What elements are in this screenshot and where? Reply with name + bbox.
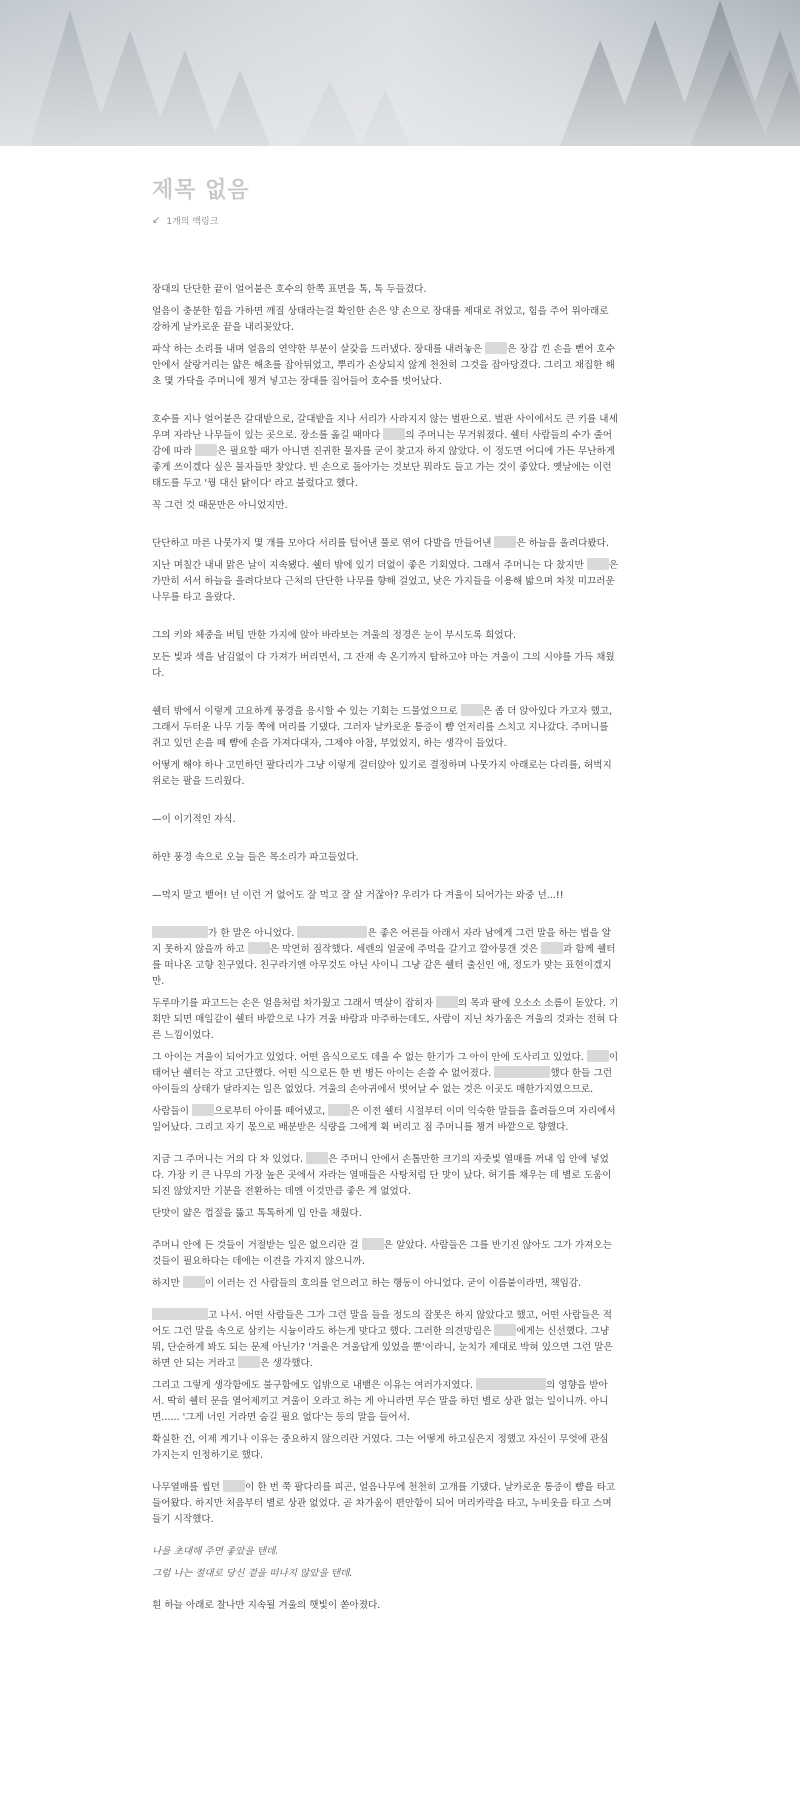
paragraph[interactable] (152, 558, 620, 606)
text: 은 이전 쉘터 시절부터 이미 익숙한 말들을 흘려들으며 자리에서 일어났다. 그리고 자기 몫으로 배분받은 식량을 그에게 휙 버리고 짐 주머니를 챙겨 바깥으로 향했다. (152, 1106, 616, 1133)
redacted-name (494, 536, 516, 548)
paragraph[interactable] (152, 628, 620, 644)
text: 의 영향을 받아서. 딱히 쉘터 문을 열어제끼고 겨울이 오라고 하는 게 아니라면 무슨 말을 하던 별로 상관 없는 일이니까. 아니면...... '그게 너인 거라면 숨길 필요 없다'는 등의 말을 들어서. (152, 1380, 609, 1423)
text: 호수를 지나 얼어붙은 갈대밭으로, 갈대밭을 지나 서리가 사라지지 않는 벌판으로. 벌판 사이에서도 큰 키를 내세우며 자라난 나무들이 있는 곳으로. 장소를 옮길 때마다 (152, 414, 618, 441)
paragraph[interactable] (152, 412, 620, 492)
redacted-name (383, 428, 405, 440)
text: 확실한 건, 이제 계기나 이유는 중요하지 않으리란 거였다. 그는 어떻게 하고싶은지 정했고 자신이 무엇에 관심 가지는지 인정하기로 했다. (152, 1434, 609, 1461)
text: 장대의 단단한 끝이 얼어붙은 호수의 한쪽 표면을 톡, 톡 두들겼다. (152, 284, 427, 295)
text: 쉘터 밖에서 이렇게 고요하게 풍경을 응시할 수 있는 기회는 드물었으므로 (152, 706, 458, 717)
text: 단단하고 마른 나뭇가지 몇 개를 모아다 서리를 털어낸 풀로 엮어 다발을 만들어낸 (152, 538, 492, 549)
paragraph[interactable] (152, 342, 620, 390)
paragraph[interactable] (152, 650, 620, 682)
paragraph[interactable] (152, 926, 620, 990)
paragraph[interactable] (152, 1480, 620, 1528)
text: 파삭 하는 소리를 내며 얼음의 연약한 부분이 살갗을 드러냈다. 장대를 내려놓은 (152, 344, 483, 355)
text: 주머니 안에 든 것들이 거절받는 일은 없으리란 걸 (152, 1240, 359, 1251)
paragraph[interactable] (152, 282, 620, 298)
paragraph[interactable] (152, 850, 620, 866)
text: 은 생각했다. (260, 1358, 313, 1369)
text: 이 태어난 쉘터는 작고 고단했다. 어떤 식으로든 한 번 병든 아이는 손쓸 수 없어졌다. (152, 1052, 619, 1079)
text: 어떻게 해야 하나 고민하던 팔다리가 그냥 이렇게 걸터앉아 있기로 결정하며 나뭇가지 아래로는 다리를, 허벅지 위로는 팔을 드리웠다. (152, 760, 612, 787)
redacted-name (192, 1104, 214, 1116)
backlinks-link[interactable] (152, 214, 652, 227)
text: 나를 초대해 주면 좋았을 텐데. (152, 1546, 279, 1557)
text: 하지만 (152, 1278, 180, 1289)
text: 단맛이 얇은 껍질을 뚫고 톡톡하게 입 안을 채웠다. (152, 1208, 362, 1219)
text: 그 아이는 겨울이 되어가고 있었다. 어떤 음식으로도 데울 수 없는 한기가 그 아이 안에 도사리고 있었다. (152, 1052, 584, 1063)
paragraph[interactable] (152, 1308, 620, 1372)
text: 이 한 번 쭉 팔다리를 피곤, 얼음나무에 천천히 고개를 기댔다. 날카로운 통증이 뺨을 타고 들어왔다. 하지만 처음부터 별로 상관 없었다. 곧 차가움이 편안함이 되어 머리카락을 타고, 누비옷을 타고 스며들기 시작했다. (152, 1482, 616, 1525)
text: 은 주머니 안에서 손톱만한 크기의 자줏빛 열매를 꺼내 입 안에 넣었다. 가장 키 큰 나무의 가장 높은 곳에서 자라는 열매들은 사탕처럼 단 맛이 났다. 허기를 채우는 데 별로 도움이 되진 않았지만 기분을 전환하는 데엔 이것만큼 좋은 게 없었다. (152, 1154, 612, 1197)
text: 은 막연히 짐작했다. 세렌의 얼굴에 주먹을 갈기고 깔아뭉갠 것은 (269, 944, 539, 955)
paragraph[interactable] (152, 1152, 620, 1200)
text: 이 이러는 건 사람들의 호의를 얻으려고 하는 행동이 아니었다. 굳이 이름붙이라면, 책임감. (204, 1278, 582, 1289)
paragraph[interactable] (152, 1544, 620, 1560)
text: 지난 며칠간 내내 맑은 날이 지속됐다. 쉘터 밖에 있기 더없이 좋은 기회였다. 그래서 주머니는 다 찼지만 (152, 560, 584, 571)
paragraph[interactable] (152, 1378, 620, 1426)
text: 은 필요할 때가 아니면 진귀한 물자를 굳이 찾고자 하지 않았다. 이 정도면 어디에 가든 무난하게 좋게 쓰이겠다 싶은 물자들만 찾았다. 빈 손으로 돌아가는 것보단 뭐라도 들고 가는 것이 좋았다. 옛날에는 이런 태도를 두고 '꿩 대신 닭이다' 라고 불렀다고 했다. (152, 446, 616, 489)
redacted-name (223, 1480, 245, 1492)
cover-image (0, 0, 800, 146)
paragraph[interactable] (152, 498, 620, 514)
redacted-name (362, 1238, 384, 1250)
redacted-name (494, 1066, 550, 1078)
redacted-name (195, 444, 217, 456)
text: 은 알았다. 사람들은 그를 반기진 않아도 그가 가져오는 것들이 필요하다는 데에는 이견을 가지지 않으니까. (152, 1240, 613, 1267)
paragraph[interactable] (152, 812, 620, 828)
text: 사람들이 (152, 1106, 190, 1117)
redacted-name (183, 1276, 205, 1288)
redacted-name (328, 1104, 350, 1116)
text: 은 하늘을 올려다봤다. (516, 538, 609, 549)
redacted-name (587, 1050, 609, 1062)
text: 고 나서. 어떤 사람들은 그가 그런 말을 들을 정도의 잘못은 하지 않았다고 했고, 어떤 사람들은 적어도 그런 말을 속으로 삼키는 시늉이라도 하는게 맞다고 했다. 그러한 의견망림은 (152, 1310, 613, 1337)
redacted-name (476, 1378, 546, 1390)
text: 에게는 신선했다. 그냥 뭐, 단순하게 봐도 되는 문제 아닌가? '겨울은 겨울답게 있었을 뿐'이라니, 눈치가 제대로 박혀 있으면 그런 말은 하면 안 되는 거라고 (152, 1326, 613, 1369)
paragraph[interactable] (152, 1050, 620, 1098)
text: 얼음이 충분한 힘을 가하면 깨질 상태라는걸 확인한 손은 양 손으로 장대를 제대로 쥐었고, 힘을 주어 위아래로 강하게 날카로운 끝을 내리꽂았다. (152, 306, 609, 333)
winter-forest-image (0, 0, 800, 146)
text: 의 주머니는 무거워졌다. 쉘터 사람들의 수가 줄어감에 따라 (152, 430, 613, 457)
redacted-name (297, 926, 367, 938)
title-area (152, 176, 652, 227)
paragraph[interactable] (152, 536, 620, 552)
text: 했다 한들 그런 아이들의 상태가 달라지는 일은 없었다. 겨울의 손아귀에서 벗어날 수 없는 것은 이곳도 매한가지였으므로. (152, 1068, 613, 1095)
redacted-name (306, 1152, 328, 1164)
redacted-name (587, 558, 609, 570)
page-content (152, 282, 620, 1620)
redacted-name (485, 342, 507, 354)
text: —이 이기적인 자식. (152, 814, 236, 825)
redacted-name (436, 996, 458, 1008)
text: 그리고 그렇게 생각함에도 불구함에도 입밖으로 내뱉은 이유는 여러가지였다. (152, 1380, 473, 1391)
paragraph[interactable] (152, 1432, 620, 1464)
redacted-name (152, 926, 208, 938)
text: 흰 하늘 아래로 찰나만 지속될 겨울의 햇빛이 쏟아졌다. (152, 1600, 381, 1611)
text: 가 한 말은 아니었다. (208, 928, 295, 939)
text: 으로부터 아이를 떼어냈고, (214, 1106, 326, 1117)
text: 지금 그 주머니는 거의 다 차 있었다. (152, 1154, 304, 1165)
backlinks-count: 1개의 백링크 (166, 217, 219, 227)
paragraph[interactable] (152, 304, 620, 336)
text: 그럼 나는 절대로 당신 곁을 떠나지 않았을 텐데. (152, 1568, 353, 1579)
text: 은 장갑 낀 손을 뻗어 호수 안에서 살랑거리는 얇은 해초를 잡아뒤었고, 뿌리가 손상되지 않게 천천히 그것을 잡아당겼다. 그리고 채집한 해초 몇 가닥을 주머니에 챙겨 넣고는 장대를 집어들어 호수를 벗어났다. (152, 344, 616, 387)
backlink-arrow-icon: ↙ (152, 215, 161, 226)
redacted-name (248, 942, 270, 954)
text: 의 목과 팔에 오소소 소름이 돋았다. 기회만 되면 매일같이 쉘터 바깥으로 나가 겨울 바람과 마주하는데도, 사람이 지닌 차가움은 겨울의 것과는 전혀 다른 느낌이었다. (152, 998, 619, 1041)
paragraph[interactable] (152, 1566, 620, 1582)
text: 과 함께 쉘터를 떠나온 고향 친구였다. 친구라기엔 아무것도 아닌 사이니 그냥 같은 쉘터 출신인 애, 정도가 맞는 표현이겠지만. (152, 944, 616, 987)
paragraph[interactable] (152, 758, 620, 790)
text: 그의 키와 체중을 버틸 만한 가지에 앉아 바라보는 겨울의 정경은 눈이 부시도록 희었다. (152, 630, 517, 641)
page-title[interactable]: 제목 없음 (152, 178, 250, 203)
redacted-name (152, 1308, 208, 1320)
redacted-name (541, 942, 563, 954)
redacted-name (238, 1356, 260, 1368)
text: —먹지 말고 뱉어! 넌 이런 거 없어도 잘 먹고 잘 살 거잖아? 우리가 다 겨울이 되어가는 와중 넌...!! (152, 890, 564, 901)
text: 은 가만히 서서 하늘을 올려다보다 근처의 단단한 나무를 향해 걸었고, 낮은 가지들을 이용해 밟으며 차칫 미끄러운 나무를 타고 올랐다. (152, 560, 619, 603)
paragraph[interactable] (152, 1104, 620, 1136)
text: 모든 빛과 색을 남김없이 다 가져가 버리면서, 그 잔재 속 온기까지 탐하고야 마는 겨울이 그의 시야를 가득 채웠다. (152, 652, 615, 679)
text: 은 좋은 어른들 아래서 자라 남에게 그런 말을 하는 법을 알지 못하지 않을까 하고 (152, 928, 612, 955)
redacted-name (461, 704, 483, 716)
paragraph[interactable] (152, 888, 620, 904)
paragraph[interactable] (152, 1206, 620, 1222)
text: 은 좀 더 앉아있다 가고자 했고, 그래서 두터운 나무 기둥 쪽에 머리를 기댔다. 그러자 날카로운 통증이 뺨 언저리를 스치고 지나갔다. 주머니를 쥐고 있던 손을 떼 뺨에 손을 가져다대자, 그제야 아참, 부었었지, 하는 생각이 들었다. (152, 706, 613, 749)
paragraph[interactable] (152, 1276, 620, 1292)
paragraph[interactable] (152, 1238, 620, 1270)
text: 나무열매를 씹던 (152, 1482, 220, 1493)
paragraph[interactable] (152, 704, 620, 752)
paragraph[interactable] (152, 996, 620, 1044)
text: 하얀 풍경 속으로 오늘 들은 목소리가 파고들었다. (152, 852, 359, 863)
paragraph[interactable] (152, 1598, 620, 1614)
redacted-name (494, 1324, 516, 1336)
text: 꼭 그런 것 때문만은 아니었지만. (152, 500, 288, 511)
text: 두루마기를 파고드는 손은 얼음처럼 차가웠고 그래서 멱살이 잡히자 (152, 998, 433, 1009)
